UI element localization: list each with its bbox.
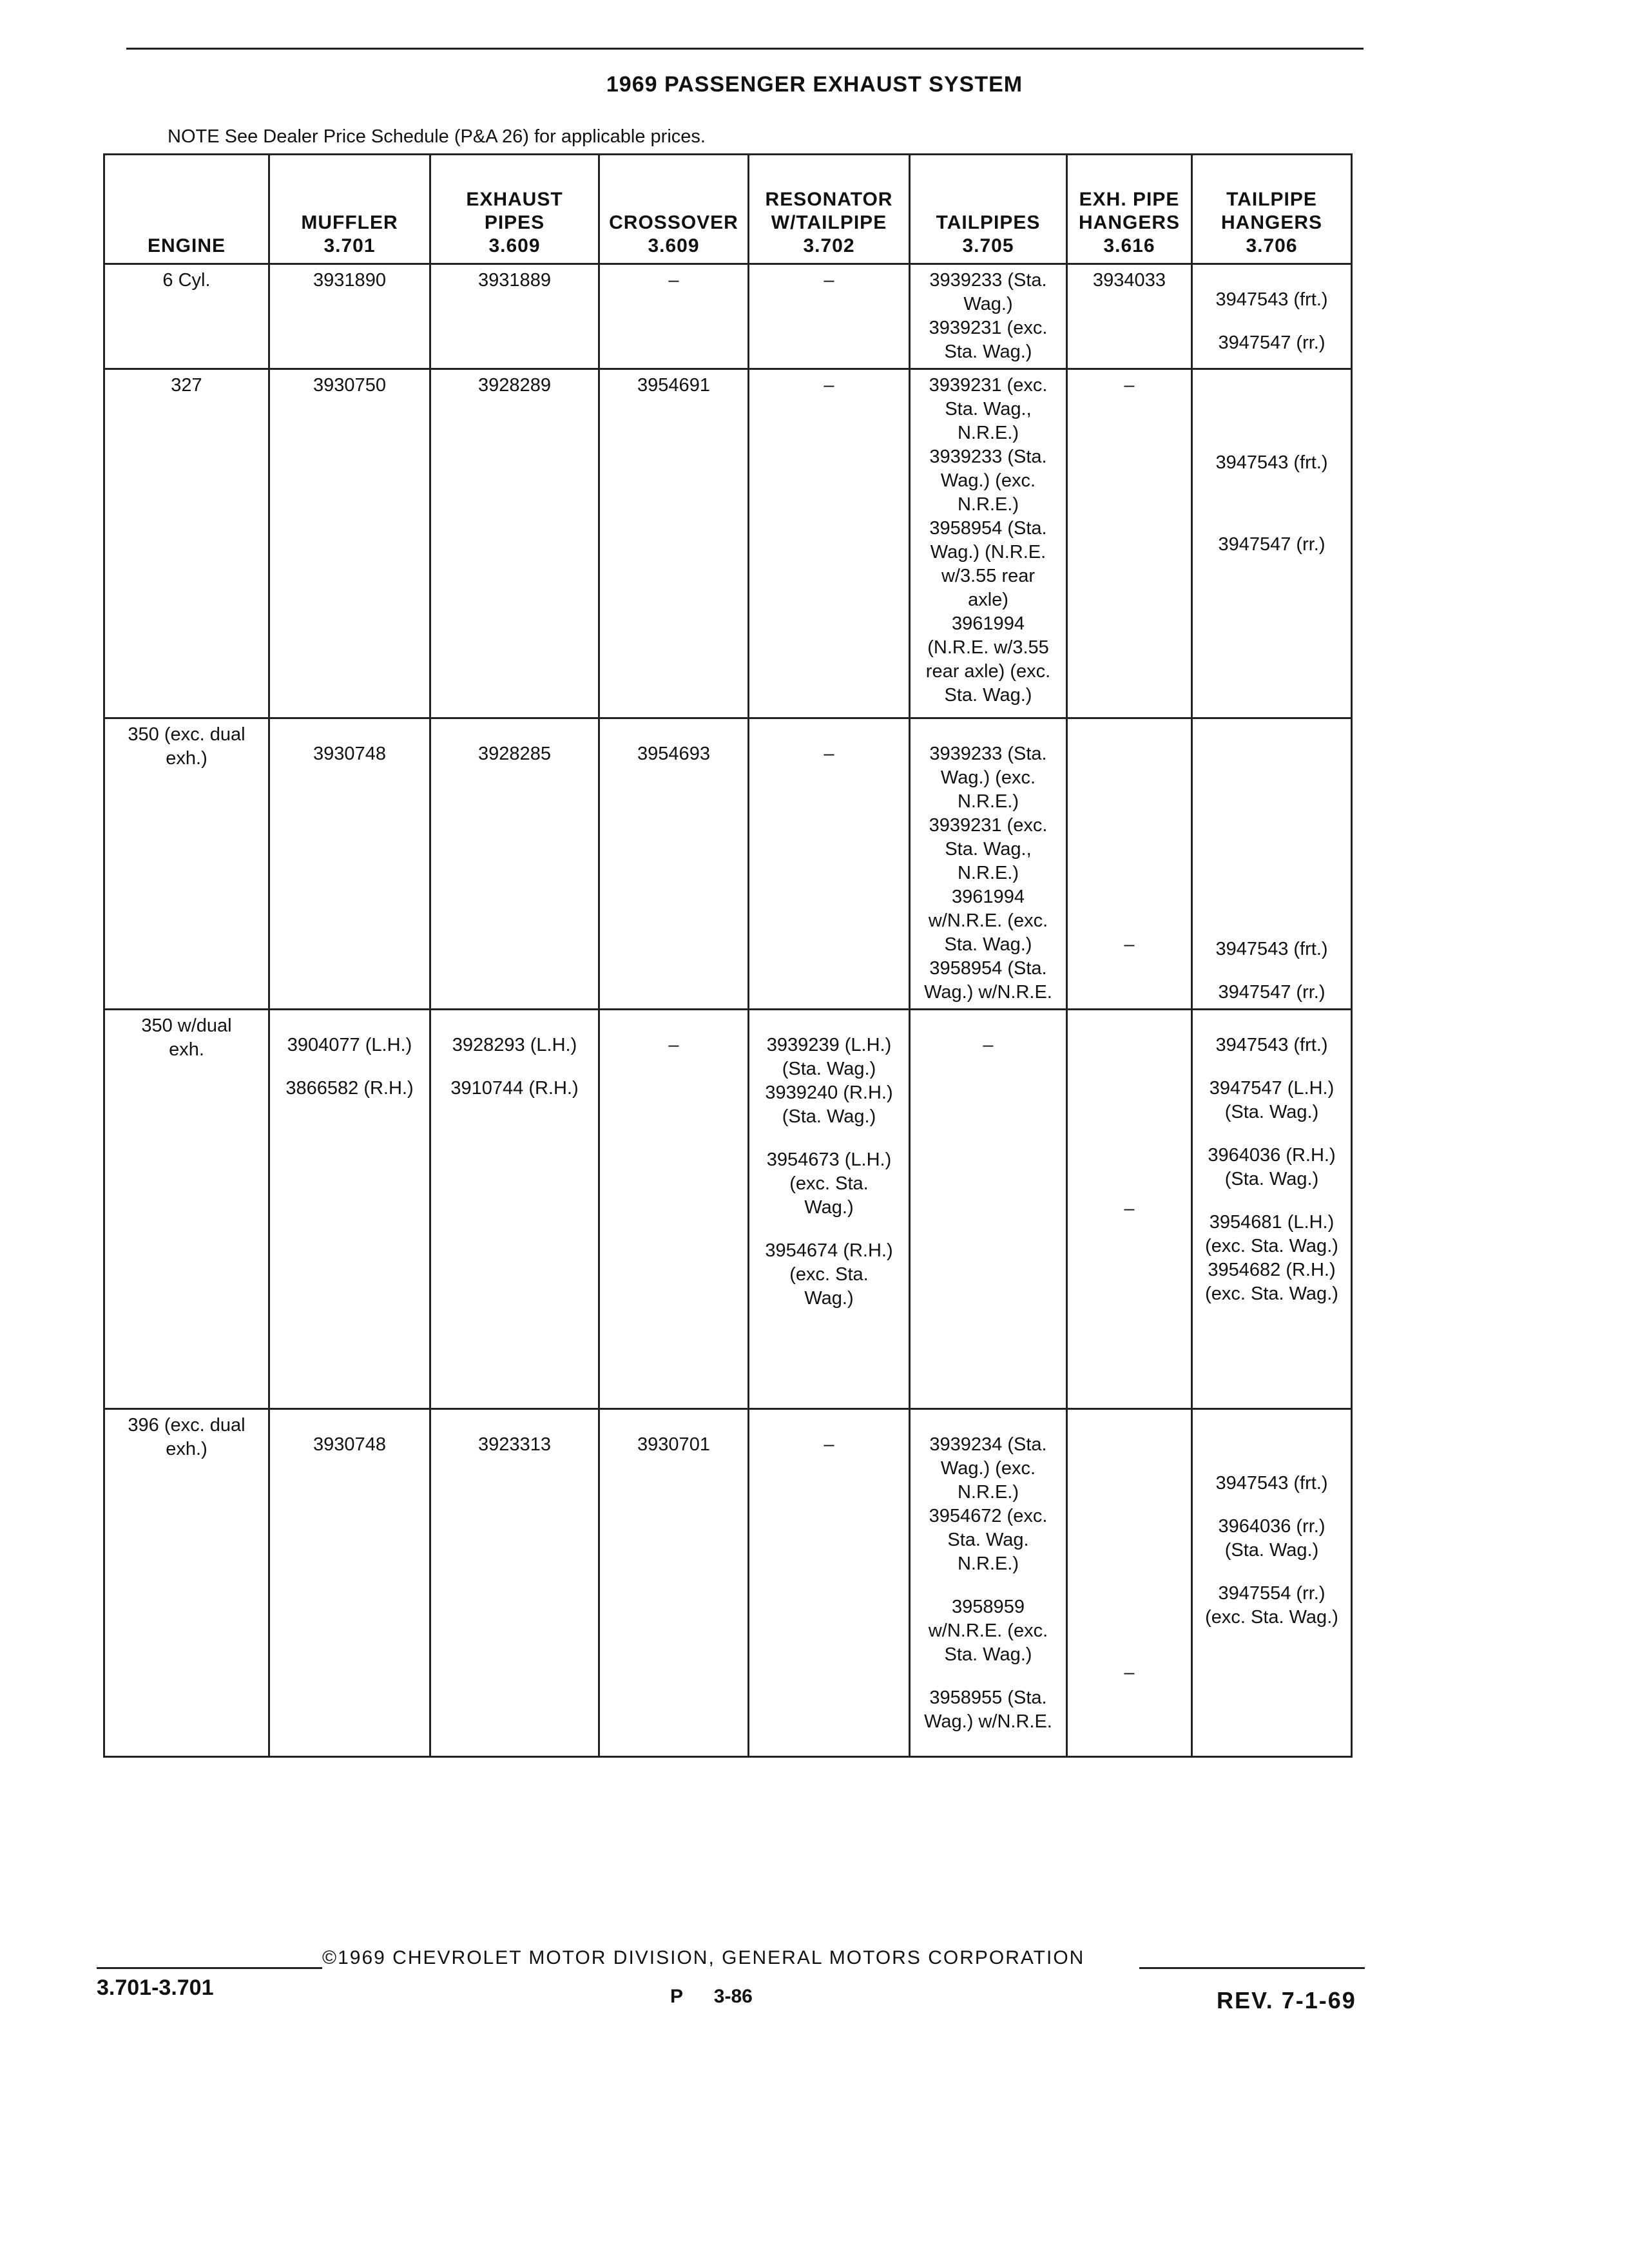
muffler-cell: 3930750 [269,369,430,718]
exh-pipe-hangers-cell: 3934033 [1067,264,1192,369]
resonator-cell: – [749,264,910,369]
revision-date: REV. 7-1-69 [1217,1987,1356,2013]
resonator-cell: – [749,369,910,718]
tailpipe-hangers-cell: 3947543 (frt.) 3947547 (rr.) [1192,264,1352,369]
tailpipes-cell: 3939231 (exc. Sta. Wag., N.R.E.) 3939233 (Sta. Wag.) (exc. N.R.E.) 3958954 (Sta. Wag.) (N.R.E. w/3.55 rear axle) 3961994 (N.R.E. w/3.55 rear axle) (exc. Sta. Wag.) [910,369,1067,718]
exh-pipe-hangers-cell: – [1067,1409,1192,1757]
table-row [104,369,1352,718]
tailpipe-hangers-cell: 3947543 (frt.) 3947547 (rr.) [1192,718,1352,1010]
copyright-line: ©1969 CHEVROLET MOTOR DIVISION, GENERAL MOTORS CORPORATION [322,1947,1085,1968]
tailpipes-cell: 3939233 (Sta. Wag.) 3939231 (exc. Sta. Wag.) [910,264,1067,369]
header-exh-pipe-hangers: EXH. PIPE HANGERS 3.616 [1067,155,1192,264]
table-row [104,1010,1352,1409]
muffler-cell: 3930748 [269,718,430,1010]
header-crossover: CROSSOVER 3.609 [599,155,749,264]
engine-cell: 396 (exc. dual exh.) [104,1409,269,1757]
engine-cell: 350 w/dual exh. [104,1010,269,1409]
tailpipes-cell: 3939233 (Sta. Wag.) (exc. N.R.E.) 3939231 (exc. Sta. Wag., N.R.E.) 3961994 w/N.R.E. (exc. Sta. Wag.) 3958954 (Sta. Wag.) w/N.R.E. [910,718,1067,1010]
header-muffler: MUFFLER 3.701 [269,155,430,264]
muffler-cell: 3930748 [269,1409,430,1757]
table-row [104,264,1352,369]
muffler-cell: 3931890 [269,264,430,369]
crossover-cell: – [599,1010,749,1409]
header-tailpipes: TAILPIPES 3.705 [910,155,1067,264]
crossover-cell: 3954693 [599,718,749,1010]
exhaust-pipes-cell: 3931889 [430,264,599,369]
exhaust-pipes-cell: 3928289 [430,369,599,718]
table-header-row [104,155,1352,264]
tailpipes-cell: – [910,1010,1067,1409]
table-row [104,718,1352,1010]
exh-pipe-hangers-cell: – [1067,1010,1192,1409]
tailpipe-hangers-cell: 3947543 (frt.) 3964036 (rr.) (Sta. Wag.) 3947554 (rr.) (exc. Sta. Wag.) [1192,1409,1352,1757]
engine-cell: 6 Cyl. [104,264,269,369]
crossover-cell: 3954691 [599,369,749,718]
section-code: 3.701-3.701 [97,1975,214,2000]
engine-cell: 327 [104,369,269,718]
resonator-cell: 3939239 (L.H.) (Sta. Wag.) 3939240 (R.H.) (Sta. Wag.) 3954673 (L.H.) (exc. Sta. Wag.) 3954674 (R.H.) (exc. Sta. Wag.) [749,1010,910,1409]
footer-rule-left [97,1967,322,1969]
resonator-cell: – [749,1409,910,1757]
resonator-cell: – [749,718,910,1010]
footer-rule-right [1139,1967,1365,1969]
muffler-cell: 3904077 (L.H.) 3866582 (R.H.) [269,1010,430,1409]
header-tailpipe-hangers: TAILPIPE HANGERS 3.706 [1192,155,1352,264]
exhaust-parts-table [103,153,1353,1758]
exh-pipe-hangers-cell: – [1067,369,1192,718]
header-exhaust-pipes: EXHAUST PIPES 3.609 [430,155,599,264]
engine-cell: 350 (exc. dual exh.) [104,718,269,1010]
exhaust-pipes-cell: 3928285 [430,718,599,1010]
header-engine: ENGINE [104,155,269,264]
price-note: NOTE See Dealer Price Schedule (P&A 26) for applicable prices. [168,126,706,147]
crossover-cell: 3930701 [599,1409,749,1757]
tailpipes-cell: 3939234 (Sta. Wag.) (exc. N.R.E.) 3954672 (exc. Sta. Wag. N.R.E.) 3958959 w/N.R.E. (exc. Sta. Wag.) 3958955 (Sta. Wag.) w/N.R.E. [910,1409,1067,1757]
top-rule [126,48,1364,50]
table-row [104,1409,1352,1757]
page-title: 1969 PASSENGER EXHAUST SYSTEM [606,72,1023,97]
header-resonator: RESONATOR W/TAILPIPE 3.702 [749,155,910,264]
crossover-cell: – [599,264,749,369]
page-number: P 3-86 [670,1986,753,2007]
tailpipe-hangers-cell: 3947543 (frt.) 3947547 (rr.) [1192,369,1352,718]
exhaust-pipes-cell: 3923313 [430,1409,599,1757]
exhaust-pipes-cell: 3928293 (L.H.) 3910744 (R.H.) [430,1010,599,1409]
tailpipe-hangers-cell: 3947543 (frt.) 3947547 (L.H.) (Sta. Wag.) 3964036 (R.H.) (Sta. Wag.) 3954681 (L.H.) (exc. Sta. Wag.) 3954682 (R.H.) (exc. Sta. Wag.) [1192,1010,1352,1409]
exh-pipe-hangers-cell: – [1067,718,1192,1010]
